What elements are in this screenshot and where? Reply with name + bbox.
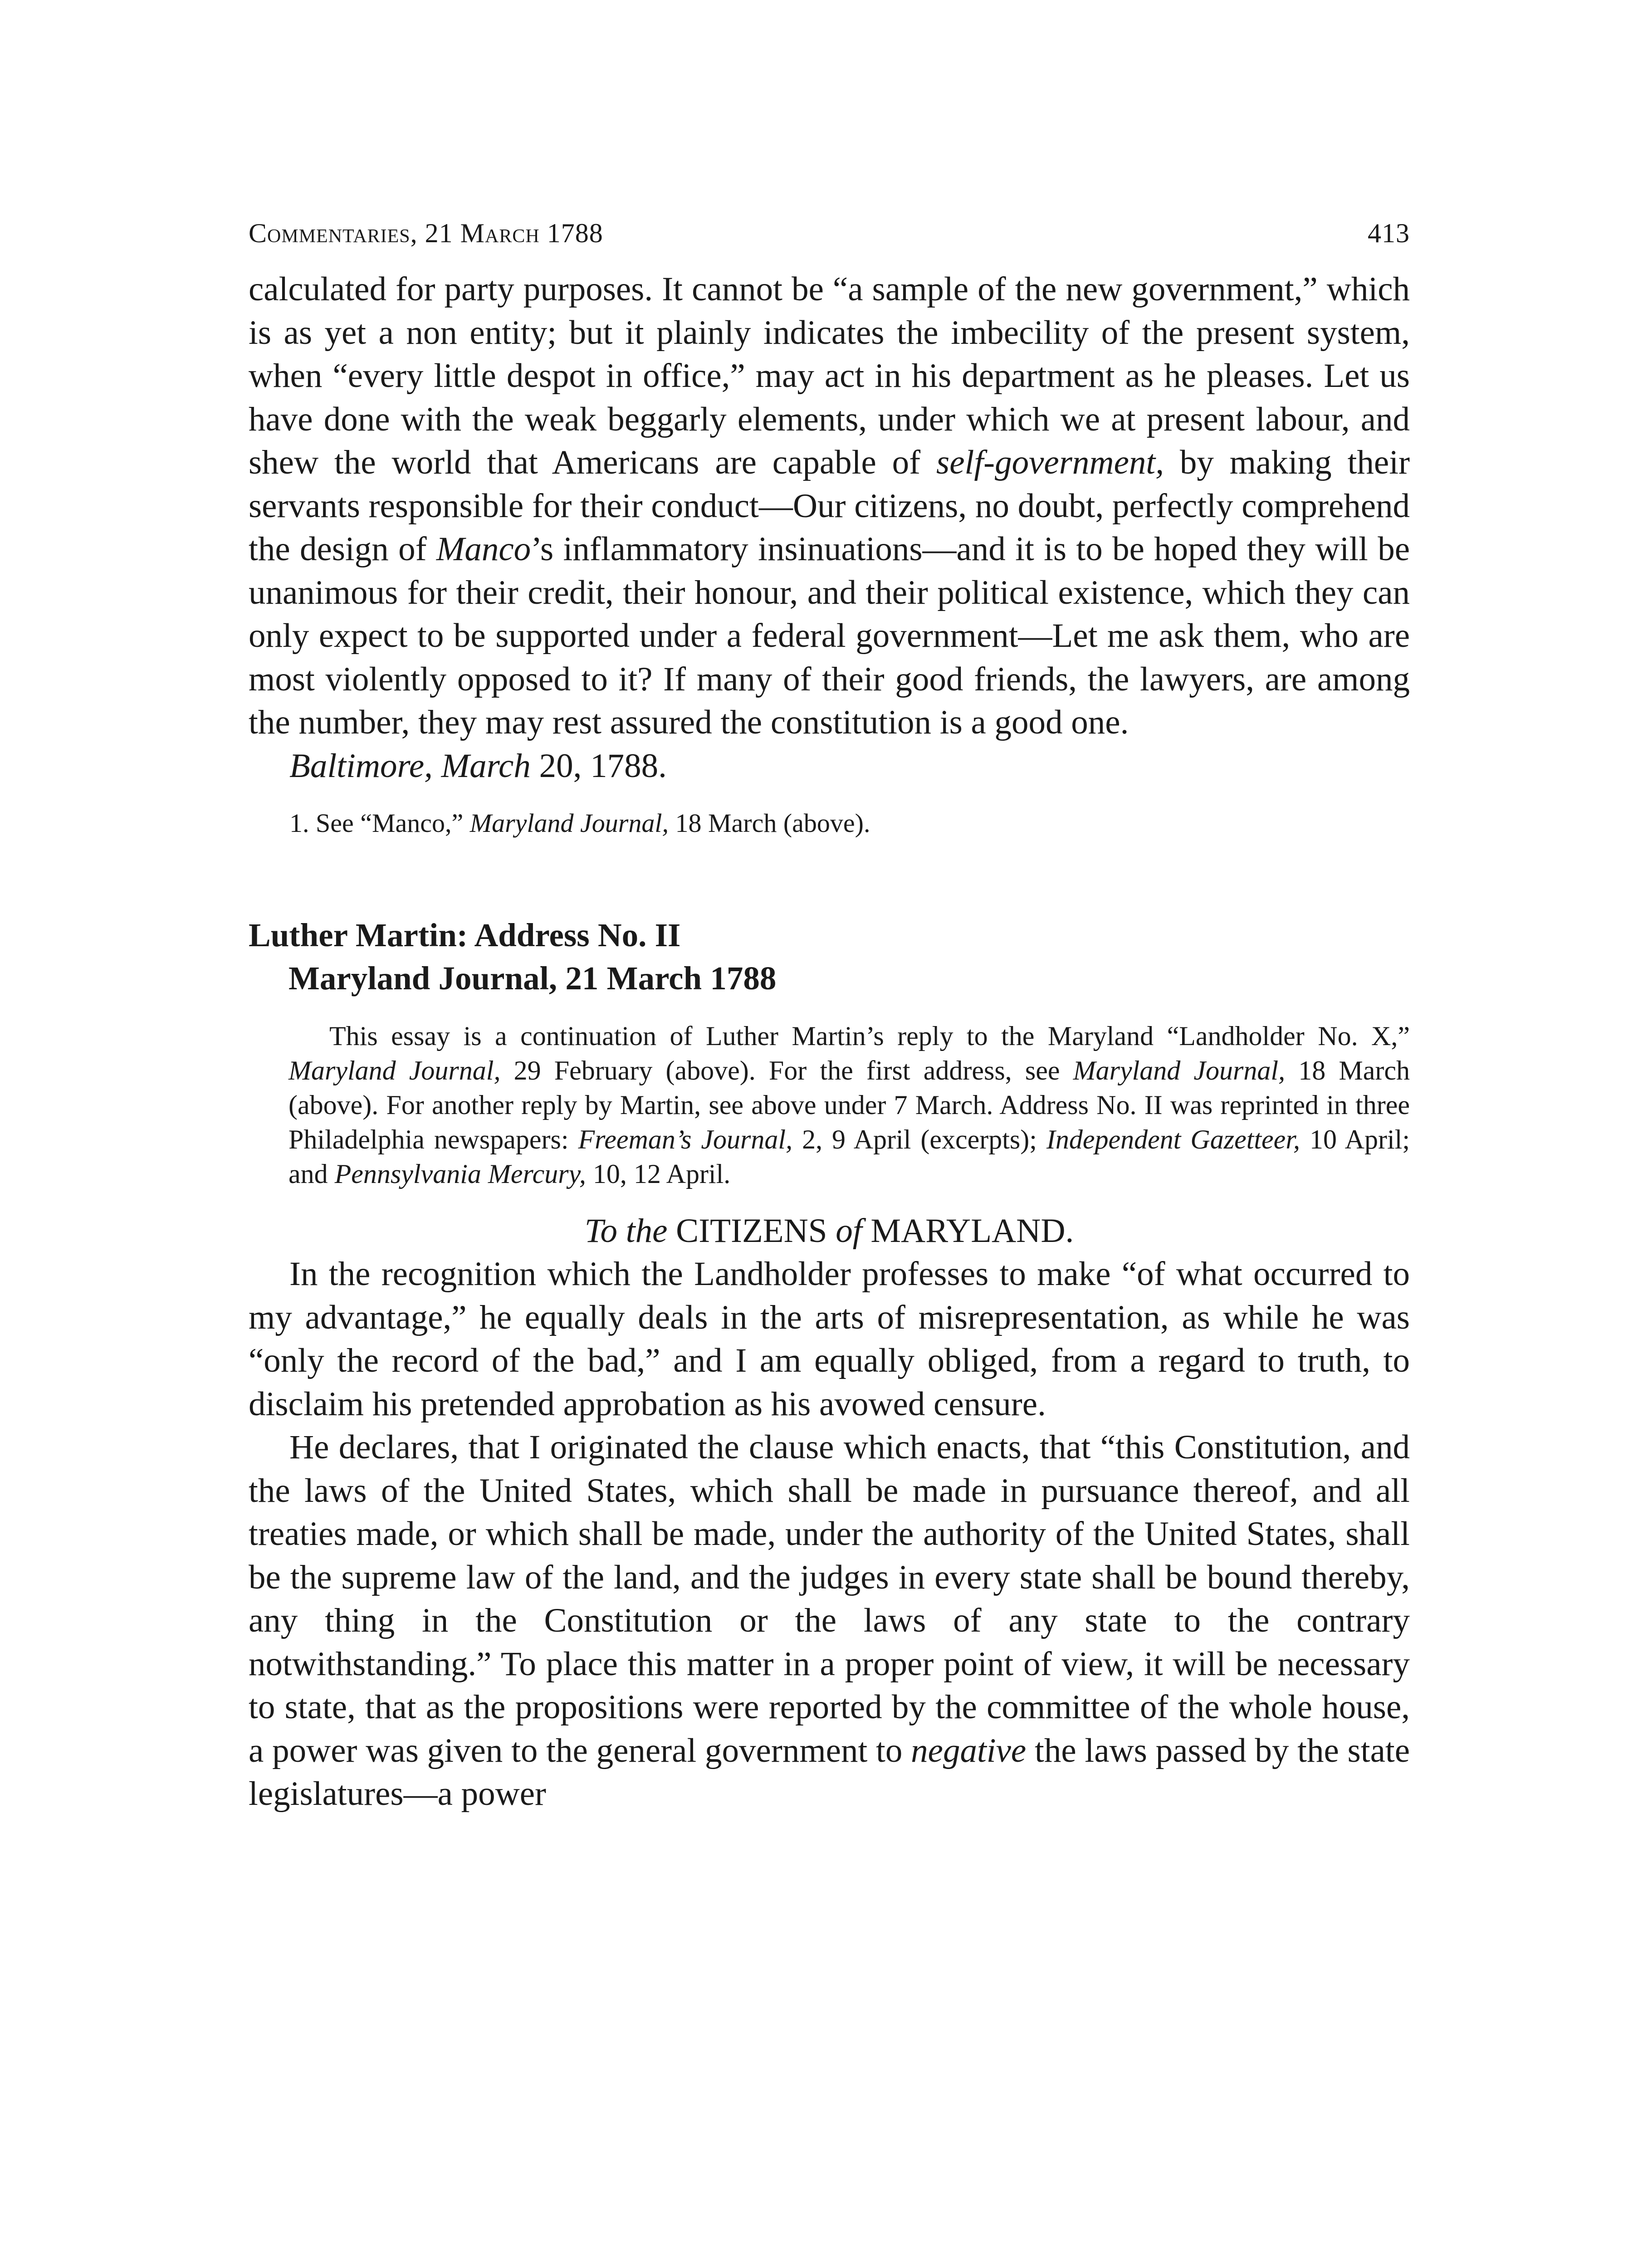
italic-run: To the xyxy=(584,1212,668,1250)
document-page xyxy=(249,218,1410,1816)
italic-run: Independent Gazetteer, xyxy=(1046,1124,1301,1154)
text-run: 10, 12 April. xyxy=(586,1159,731,1189)
text-run: CITIZENS xyxy=(667,1212,836,1250)
italic-run: Freeman’s Journal, xyxy=(578,1124,793,1154)
text-run: 1. See “Manco,” xyxy=(289,808,470,838)
italic-run: Pennsylvania Mercury, xyxy=(334,1159,586,1189)
text-run: 18 March (above). For another reply by Martin, see above under 7 March. Address No. II was reprinted in three Philadelphia newspapers: xyxy=(288,1056,1410,1154)
italic-run: Maryland Journal, xyxy=(288,1056,501,1085)
page-number: 413 xyxy=(1368,218,1410,248)
text-run: 29 February (above). For the first address, see xyxy=(500,1056,1073,1085)
footnote xyxy=(289,806,1410,841)
body-paragraph-2 xyxy=(249,1426,1410,1816)
text-run: by making their servants responsible for their conduct—Our citizens, no doubt, perfectly comprehend the design of xyxy=(249,444,1410,568)
headnote xyxy=(249,1019,1410,1191)
text-run: This essay is a continuation of Luther Martin’s reply to the Maryland “Landholder No. X,” xyxy=(329,1021,1410,1051)
body-paragraph-1: In the recognition which the Landholder professes to make “of what occurred to my advantage,” he equally deals in the arts of misrepresentation, as while he was “only the record of the bad,” and I am equally obliged, from a regard to truth, to disclaim his pretended approbation as his avowed censure. xyxy=(249,1255,1410,1423)
text-run: ’s inflammatory insinuations—and it is to be hoped they will be unanimous for their credit, their honour, and their political existence, which they can only expect to be supported under a federal government—Let me ask them, who are most violently opposed to it? If many of their good friends, the lawyers, are among the number, they may rest assured the constitution is a good one. xyxy=(249,530,1410,741)
text-run: 2, 9 April (excerpts); xyxy=(792,1124,1046,1154)
article-title: Luther Martin: Address No. II xyxy=(249,917,681,953)
italic-run: Maryland Journal, xyxy=(1073,1056,1286,1085)
text-run: the laws passed by the state legislatures—a power xyxy=(249,1731,1410,1813)
running-head xyxy=(249,218,1410,268)
text-run: 10 April; and xyxy=(288,1124,1410,1189)
italic-run: self-government, xyxy=(936,444,1164,481)
text-run: 18 March (above). xyxy=(668,808,870,838)
article-heading xyxy=(249,914,1410,1000)
text-run: 20, 1788. xyxy=(530,747,667,785)
italic-run: negative xyxy=(911,1731,1027,1769)
text-run: MARYLAND. xyxy=(862,1212,1074,1250)
salutation xyxy=(249,1209,1410,1252)
text-run: calculated for party purposes. It cannot be “a sample of the new government,” which is as yet a non entity; but it plainly indicates the imbecility of the present system, when “every little despot in office,” may act in his department as he pleases. Let us have done with the weak beggarly elements, under which we at present labour, and shew the world that Americans are capable of xyxy=(249,270,1410,481)
italic-run: Maryland Journal, xyxy=(469,808,669,838)
running-head-title: Commentaries, 21 March 1788 xyxy=(249,218,603,248)
italic-run: of xyxy=(836,1212,862,1250)
continued-paragraph xyxy=(249,268,1410,744)
dateline xyxy=(289,744,1410,788)
article-subtitle: Maryland Journal, 21 March 1788 xyxy=(288,960,777,997)
italic-run: Baltimore, March xyxy=(289,747,531,785)
italic-run: Manco xyxy=(436,530,531,568)
text-run: He declares, that I originated the clause which enacts, that “this Constitution, and the laws of the United States, which shall be made in pursuance thereof, and all treaties made, or which shall be made, under the authority of the United States, shall be the supreme law of the land, and the judges in every state shall be bound thereby, any thing in the Constitution or the laws of any state to the contrary notwithstanding.” To place this matter in a proper point of view, it will be necessary to state, that as the propositions were reported by the committee of the whole house, a power was given to the general government to xyxy=(249,1428,1410,1769)
